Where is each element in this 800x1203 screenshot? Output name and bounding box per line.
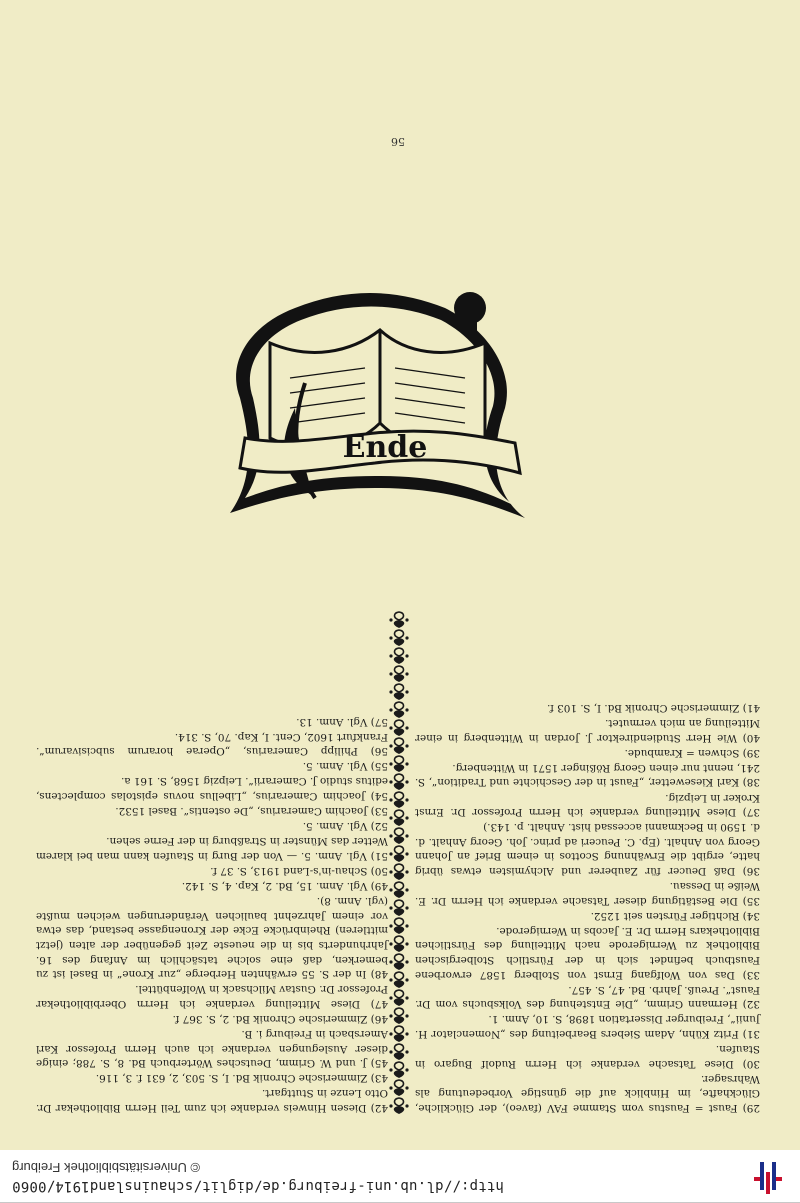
vignette-banner-word: Ende: [342, 430, 428, 465]
ende-vignette-illustration: [215, 258, 545, 558]
footnote-45: 45) J. und W. Grimm, Deutsches Wörterbuch Bd. 8, S. 788; einige dieser Auslegungen verdanke ich auch Herrn Professor Karl Amersbach in Freiburg i. B.: [36, 1028, 388, 1070]
footnote-35: 35) Die Bestätigung dieser Tatsache verdanke ich Herrn Dr. E. Weiße in Dessau.: [415, 880, 760, 907]
footnote-33: 33) Das von Wolfgang Ernst von Stolberg 1587 erworbene Faustbuch befindet sich in der Fürstlich Stolbergischen Bibliothek zu Wernigerode nach Mitteilung des Fürstlichen Bibliothekars Herrn Dr. E. Jacobs in Wernigerode.: [415, 924, 760, 981]
ub-freiburg-logo-icon: [750, 1158, 786, 1194]
footnote-40: 40) Wie Herr Studiendirektor J. Jordan in Wittenberg in einer Mitteilung an mich vermutet.: [415, 717, 760, 744]
footnote-56: 56) Philipp Camerarius, „Operae horarum subcisivarum“. Frankfurt 1602, Cent. I, Kap. 70, S. 314.: [36, 730, 388, 758]
footnote-52: 52) Vgl. Anm. 5.: [302, 820, 388, 833]
footnote-32: 32) Hermann Grimm, „Die Entstehung des Volksbuchs vom Dr. Faust“. Preuß. Jahrb. Bd. 47, S. 457.: [415, 983, 760, 1011]
footnote-39: 39) Schwen = Krambude.: [624, 746, 760, 759]
ornamental-column-divider: [388, 610, 410, 1115]
footnote-43: 43) Zimmerische Chronik Bd. I, S. 503, 2, 631 f. 3, 116.: [95, 1072, 388, 1085]
viewer-header: [0, 1150, 800, 1203]
footnote-55: 55) Vgl. Anm. 5.: [302, 760, 388, 773]
footnotes-column-right: [36, 713, 388, 1115]
footnotes-column-left: [415, 700, 760, 1115]
page-number: 56: [391, 135, 405, 148]
copyright-credit: © Universitätsbibliothek Freiburg: [12, 1160, 201, 1175]
footnote-30: 30) Diese Tatsache verdanke ich Herrn Rudolf Bugaro in Staufen.: [415, 1043, 760, 1070]
footnote-47: 47) Diese Mitteilung verdanke ich Herrn Oberbibliothekar Professor Dr. Gustav Milchsack in Wolfenbüttel.: [36, 983, 388, 1010]
footnote-57: 57) Vgl. Anm. 13.: [296, 715, 388, 728]
footnote-41: 41) Zimmerische Chronik Bd. I, S. 103 f.: [547, 701, 760, 714]
footnote-31: 31) Fritz Kühn, Adam Siebers Bearbeitung des „Nomenclator H. Junii“, Freiburger Dissertation 1898, S. 10, Anm. 1.: [415, 1013, 760, 1041]
footnote-49: 49) Vgl. Anm. 15, Bd. 2, Kap. 4, S. 142.: [181, 880, 388, 893]
page-url[interactable]: http://dl.ub.uni-freiburg.de/diglit/schauinsland1914/0060: [12, 1178, 504, 1194]
footnote-36: 36) Daß Deucer für Zauberer und Alchymisten etwas übrig hatte, ergibt die Erwähnung Scottos in einem Brief an Johann Georg von Anhalt. (Ep. C. Peuceri ad princ. Joh. Georg Anhalt. d. d. 1590 in Beckmanni accessad hist. Anhalt. p. 143.): [415, 821, 760, 877]
footnote-50: 50) Schau-in's-Land 1913, S. 37 f.: [210, 865, 388, 877]
footnote-38: 38) Karl Kiesewetter, „Faust in der Geschichte und Tradition“, S. 241, nennt nur einen Georg Rößinger 1571 in Wittenberg.: [415, 761, 760, 789]
footnote-37: 37) Diese Mitteilung verdanke ich Herrn Professor Dr. Ernst Kroker in Leipzig.: [415, 791, 760, 819]
footnote-48: 48) In der S. 55 erwähnten Herberge „zur Krone“ in Basel ist zu bemerken, daß eine solche tatsächlich im Anfang des 16. Jahrhunderts bis in die neueste Zeit gegenüber der alten (jetzt mittleren) Rheinbrücke Ecke der Kronengasse bestand, das etwa vor einem Jahrzehnt baulichen Veränderungen weichen mußte (vgl. Anm. 8).: [36, 895, 388, 981]
footnote-51: 51) Vgl. Anm. 5. — Von der Burg in Staufen kann man bei klarem Wetter das Münster in Straßburg in der Ferne sehen.: [36, 835, 388, 862]
footnote-34: 34) Richtiger Fürsten seit 1252.: [590, 909, 760, 922]
footnote-54: 54) Joachim Camerarius, „Libellus novus epistolas complectens, editus studio J. Camerarii“. Leipzig 1568, S. 161 a.: [36, 775, 388, 803]
footnote-46: 46) Zimmerische Chronik Bd. 2, S. 367 f.: [172, 1012, 388, 1025]
footnote-42: 42) Diesen Hinweis verdanke ich zum Teil Herrn Bibliothekar Dr. Otto Lenze in Stuttgart.: [36, 1087, 388, 1114]
footnote-29: 29) Faust = Faustus vom Stamme FAV (faveo), der Glückliche, Glückhafte, im Hinblick auf die günstige Vorbedeutung als Wahrsager.: [415, 1072, 760, 1114]
footnote-53: 53) Joachim Camerarius, „De ostentis“. Basel 1532.: [115, 805, 388, 818]
